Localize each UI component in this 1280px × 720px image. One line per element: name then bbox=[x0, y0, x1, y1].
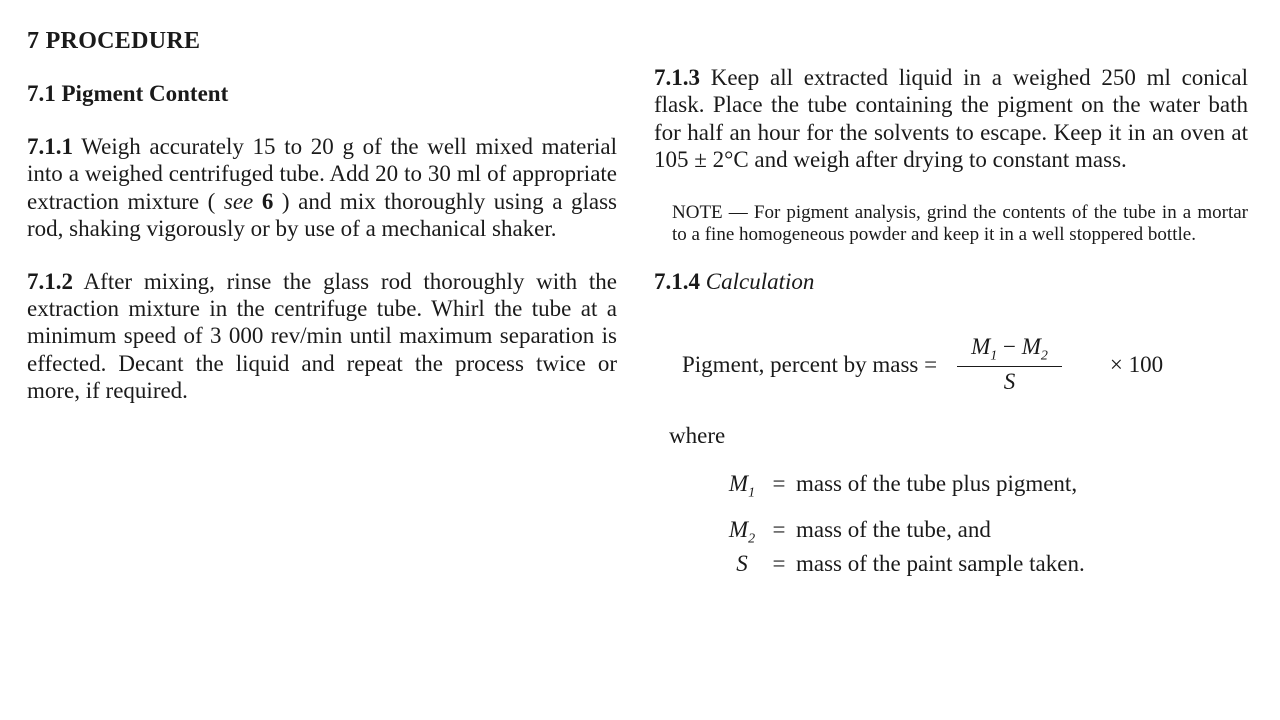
variable-definitions bbox=[722, 471, 1248, 585]
left-column bbox=[27, 28, 617, 430]
m1-subscript: 1 bbox=[990, 348, 998, 364]
def-equals: = bbox=[772, 550, 786, 576]
def-description: mass of the tube, and bbox=[796, 516, 991, 542]
def-symbol-letter: M bbox=[728, 516, 749, 542]
right-column bbox=[654, 64, 1248, 585]
calc-title: Calculation bbox=[705, 268, 815, 294]
formula-multiplier: × 100 bbox=[1109, 351, 1164, 377]
clause-number: 7.1.1 bbox=[27, 134, 73, 159]
note: NOTE — For pigment analysis, grind the contents of the tube in a mortar to a fine homogeneous powder and keep it in a well stoppered bottle. bbox=[672, 201, 1248, 246]
clause-text: ) and mix thoroughly using a glass rod, shaking vigorously or by use of a mechanical shaker. bbox=[27, 188, 618, 242]
clause-text: After mixing, rinse the glass rod thoroughly with the extraction mixture in the centrifuge tube. Whirl the tube at a minimum speed of 3 000 rev/min until maximum separation is effected. Decant the liquid and repeat the process twice or more, if required. bbox=[27, 268, 617, 404]
definition-row bbox=[722, 471, 1248, 517]
clause-reference: 6 bbox=[261, 188, 274, 214]
def-symbol bbox=[722, 551, 762, 582]
subsection-title: 7.1 Pigment Content bbox=[27, 81, 229, 106]
clause-text: Weigh accurately 15 to 20 g of the well mixed material into a weighed centrifuged tube. Add 20 to 30 ml of appropriate extraction mixture ( bbox=[27, 134, 617, 214]
def-symbol bbox=[722, 517, 762, 548]
fraction-numerator bbox=[957, 334, 1062, 368]
clause-7-1-4-heading bbox=[654, 269, 1248, 295]
definition-row bbox=[722, 517, 1248, 551]
def-symbol-letter: S bbox=[736, 550, 748, 576]
section-title: 7 PROCEDURE bbox=[27, 28, 201, 54]
def-description: mass of the tube plus pigment, bbox=[796, 470, 1078, 496]
see-ref-word: see bbox=[223, 188, 254, 214]
m2-subscript: 2 bbox=[1040, 348, 1048, 364]
pigment-formula bbox=[682, 333, 1248, 397]
clause-7-1-2 bbox=[27, 268, 617, 405]
where-label: where bbox=[669, 422, 726, 448]
formula-fraction bbox=[957, 334, 1062, 396]
def-description: mass of the paint sample taken. bbox=[796, 550, 1085, 576]
clause-number: 7.1.4 bbox=[654, 268, 700, 294]
clause-7-1-1 bbox=[27, 133, 617, 243]
m1-symbol: M bbox=[971, 333, 991, 359]
clause-7-1-3 bbox=[654, 64, 1248, 174]
formula-lhs: Pigment, percent by mass = bbox=[682, 351, 938, 377]
definition-row bbox=[722, 551, 1248, 585]
def-equals: = bbox=[772, 516, 786, 542]
def-equals: = bbox=[772, 470, 786, 496]
clause-number: 7.1.2 bbox=[27, 268, 73, 294]
m2-symbol: M bbox=[1021, 333, 1041, 359]
def-symbol bbox=[722, 471, 762, 502]
minus-sign: − bbox=[997, 333, 1022, 359]
def-symbol-subscript: 2 bbox=[748, 531, 756, 547]
clause-number: 7.1.3 bbox=[654, 65, 700, 90]
def-symbol-subscript: 1 bbox=[748, 485, 756, 501]
fraction-denominator: S bbox=[1003, 369, 1016, 395]
def-symbol-letter: M bbox=[728, 470, 749, 496]
clause-text: Keep all extracted liquid in a weighed 250 ml conical flask. Place the tube containing the pigment on the water bath for half an hour for the solvents to escape. Keep it in an oven at 105 ± 2°C and weigh after drying to constant mass. bbox=[654, 65, 1248, 173]
